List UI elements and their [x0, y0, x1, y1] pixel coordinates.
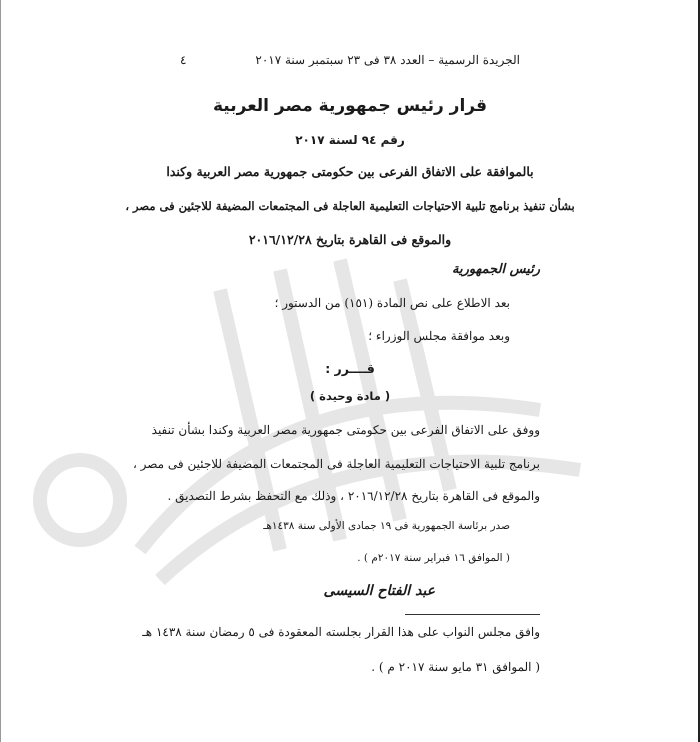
whereas-cabinet: وبعد موافقة مجلس الوزراء ؛	[368, 329, 510, 343]
parliament-approval: وافق مجلس النواب على هذا القرار بجلسته المعقودة فى ٥ رمضان سنة ١٤٣٨ هـ	[142, 625, 540, 639]
article-body-line-3: والموقع فى القاهرة بتاريخ ٢٠١٦/١٢/٢٨ ، وذلك مع التحفظ بشرط التصديق .	[167, 489, 540, 503]
article-body-line-1: ووفق على الاتفاق الفرعى بين حكومتى جمهورية مصر العربية وكندا بشأن تنفيذ	[151, 423, 540, 437]
section-divider	[405, 614, 540, 615]
sole-article-heading: ( مادة وحيدة )	[309, 389, 391, 403]
president-signature: عبد الفتاح السيسى	[323, 583, 435, 599]
whereas-constitution: بعد الاطلاع على نص المادة (١٥١) من الدستور ؛	[274, 296, 510, 310]
decree-signed-date: والموقع فى القاهرة بتاريخ ٢٠١٦/١٢/٢٨	[248, 232, 452, 247]
issued-date: صدر برئاسة الجمهورية فى ١٩ جمادى الأولى سنة ١٤٣٨هـ	[263, 520, 510, 532]
decree-title: قرار رئيس جمهورية مصر العربية	[212, 96, 487, 116]
decree-subject-line-1: بالموافقة على الاتفاق الفرعى بين حكومتى جمهورية مصر العربية وكندا	[166, 164, 534, 179]
decree-subject-line-2: بشأن تنفيذ برنامج تلبية الاحتياجات التعليمية العاجلة فى المجتمعات المضيفة للاجئين فى مصر ،	[125, 199, 575, 213]
president-heading: رئيس الجمهورية	[452, 262, 540, 277]
page-header	[180, 53, 520, 67]
issued-gregorian-date: ( الموافق ١٦ فبراير سنة ٢٠١٧م ) .	[357, 552, 510, 564]
parliament-gregorian-date: ( الموافق ٣١ مايو سنة ٢٠١٧ م ) .	[371, 660, 540, 674]
page-number: ٤	[180, 53, 187, 67]
decree-number: رقم ٩٤ لسنة ٢٠١٧	[295, 133, 405, 147]
decided-heading: قــــرر :	[325, 361, 375, 376]
article-body-line-2: برنامج تلبية الاحتياجات التعليمية العاجلة فى المجتمعات المضيفة للاجئين فى مصر ،	[132, 457, 540, 471]
gazette-info: الجريدة الرسمية – العدد ٣٨ فى ٢٣ سبتمبر سنة ٢٠١٧	[255, 53, 520, 67]
